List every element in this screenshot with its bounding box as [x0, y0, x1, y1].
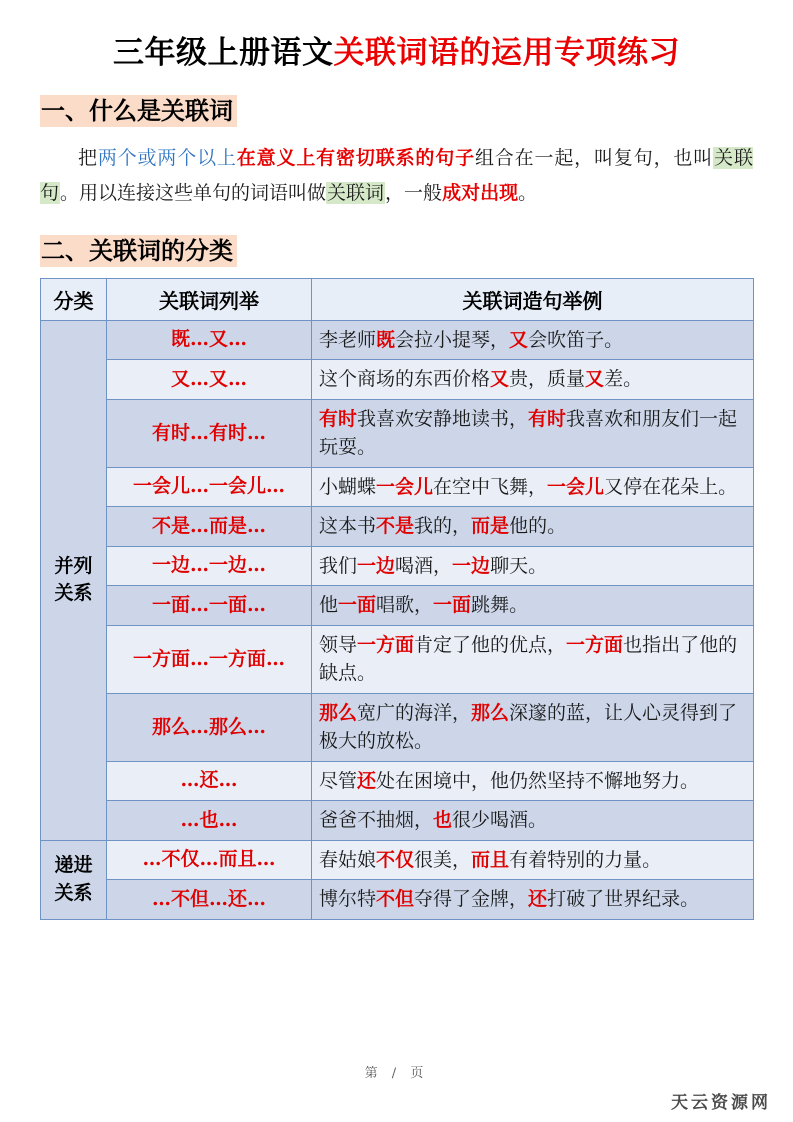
- par-seg-6: 。用以连接这些单句的词语叫做: [60, 182, 327, 205]
- example-keyword: 一会儿: [376, 475, 434, 498]
- conjunction-list-cell: 又…又…: [107, 360, 312, 400]
- example-sentence-cell: [312, 840, 754, 880]
- example-text: 春姑娘: [319, 848, 377, 871]
- table-row: [41, 880, 754, 920]
- table-row: [41, 840, 754, 880]
- example-text: 他的。: [509, 515, 567, 538]
- example-sentence-cell: [312, 320, 754, 360]
- example-keyword: 又: [585, 368, 605, 391]
- column-header-category: 分类: [41, 278, 107, 320]
- example-text: 会吹笛子。: [528, 328, 624, 351]
- example-text: 深邃的蓝，让人心灵得到了极大的放松。: [319, 701, 738, 753]
- column-header-conjunction-list: 关联词列举: [107, 278, 312, 320]
- definition-paragraph: [40, 141, 753, 211]
- table-row: [41, 761, 754, 801]
- example-keyword: 有时: [528, 407, 567, 430]
- example-text: 在空中飞舞，: [433, 475, 548, 498]
- par-seg-1: 把: [78, 147, 98, 170]
- conjunction-list-cell: 一面…一面…: [107, 586, 312, 626]
- example-sentence-cell: [312, 467, 754, 507]
- table-body: [41, 320, 754, 919]
- example-text: 聊天。: [490, 554, 548, 577]
- page-number-footer: 第 / 页: [364, 1066, 429, 1081]
- example-sentence-cell: [312, 546, 754, 586]
- conjunction-list-cell: …也…: [107, 801, 312, 841]
- example-text: 处在困境中，他仍然坚持不懈地努力。: [376, 769, 700, 792]
- table-row: [41, 507, 754, 547]
- page-title-black-part: 三年级上册语文: [113, 35, 334, 71]
- site-watermark: 天云资源网: [671, 1093, 771, 1113]
- example-keyword: 还: [528, 888, 548, 911]
- table-row: [41, 360, 754, 400]
- example-keyword: 不但: [376, 888, 415, 911]
- conjunction-list-cell: 一边…一边…: [107, 546, 312, 586]
- example-text: 跳舞。: [471, 594, 529, 617]
- example-text: 领导: [319, 633, 358, 656]
- example-keyword: 还: [357, 769, 377, 792]
- table-row: [41, 586, 754, 626]
- example-keyword: 不是: [376, 515, 415, 538]
- example-text: 我喜欢和朋友们一起玩耍。: [319, 407, 738, 459]
- example-keyword: 也: [433, 809, 453, 832]
- section-heading-1-label: 一、什么是关联词: [40, 95, 237, 127]
- table-row: [41, 467, 754, 507]
- example-keyword: 既: [376, 328, 396, 351]
- table-row: [41, 801, 754, 841]
- example-text: 肯定了他的优点，: [414, 633, 567, 656]
- example-sentence-cell: [312, 625, 754, 693]
- section-heading-2: [40, 235, 753, 267]
- example-sentence-cell: [312, 880, 754, 920]
- table-row: [41, 320, 754, 360]
- example-sentence-cell: [312, 507, 754, 547]
- example-text: 爸爸不抽烟，: [319, 809, 434, 832]
- table-row: [41, 546, 754, 586]
- conjunction-list-cell: 有时…有时…: [107, 399, 312, 467]
- example-keyword: 不仅: [376, 848, 415, 871]
- conjunction-list-cell: …不仅…而且…: [107, 840, 312, 880]
- example-sentence-cell: [312, 586, 754, 626]
- category-cell: 递进关系: [41, 840, 107, 919]
- section-heading-1: [40, 95, 753, 127]
- example-sentence-cell: [312, 761, 754, 801]
- example-sentence-cell: [312, 399, 754, 467]
- example-text: 打破了世界纪录。: [547, 888, 700, 911]
- example-text: 夺得了金牌，: [414, 888, 529, 911]
- example-text: 宽广的海洋，: [357, 701, 472, 724]
- example-text: 有着特别的力量。: [509, 848, 662, 871]
- example-keyword: 而且: [471, 848, 510, 871]
- page-title: [40, 0, 753, 73]
- table-row: [41, 399, 754, 467]
- example-keyword: 而是: [471, 515, 510, 538]
- example-keyword: 一边: [357, 554, 396, 577]
- par-seg-2-blue: 两个或两个以上: [97, 147, 237, 170]
- column-header-example-sentences: 关联词造句举例: [312, 278, 754, 320]
- conjunction-list-cell: 不是…而是…: [107, 507, 312, 547]
- example-text: 小蝴蝶: [319, 475, 377, 498]
- example-keyword: 一会儿: [547, 475, 605, 498]
- example-keyword: 那么: [471, 701, 510, 724]
- conjunction-list-cell: …还…: [107, 761, 312, 801]
- conjunction-classification-table: [40, 278, 754, 920]
- example-keyword: 又: [490, 368, 510, 391]
- par-seg-9-red: 成对出现: [442, 182, 519, 205]
- example-keyword: 那么: [319, 701, 358, 724]
- example-text: 我们: [319, 554, 358, 577]
- conjunction-list-cell: 既…又…: [107, 320, 312, 360]
- table-header-row: [41, 278, 754, 320]
- example-keyword: 一方面: [357, 633, 415, 656]
- example-sentence-cell: [312, 693, 754, 761]
- example-keyword: 一方面: [566, 633, 624, 656]
- example-text: 差。: [604, 368, 643, 391]
- par-seg-4: 组合在一起，叫复句，也叫: [474, 147, 714, 170]
- par-seg-3-red: 在意义上有密切联系的句子: [236, 147, 475, 170]
- example-keyword: 有时: [319, 407, 358, 430]
- example-text: 会拉小提琴，: [395, 328, 510, 351]
- example-keyword: 一面: [338, 594, 377, 617]
- example-text: 贵，质量: [509, 368, 586, 391]
- example-text: 这本书: [319, 515, 377, 538]
- table-row: [41, 625, 754, 693]
- example-text: 也指出了他的缺点。: [319, 633, 738, 685]
- example-text: 很少喝酒。: [452, 809, 548, 832]
- page-title-red-part: 关联词语的运用专项练习: [333, 35, 680, 71]
- example-text: 他: [319, 594, 339, 617]
- example-text: 喝酒，: [395, 554, 453, 577]
- example-text: 这个商场的东西价格: [319, 368, 491, 391]
- example-keyword: 一边: [452, 554, 491, 577]
- par-seg-7-highlight: 关联词: [327, 182, 385, 205]
- table-header: [41, 278, 754, 320]
- conjunction-list-cell: 那么…那么…: [107, 693, 312, 761]
- table-row: [41, 693, 754, 761]
- example-text: 博尔特: [319, 888, 377, 911]
- category-cell: 并列关系: [41, 320, 107, 840]
- conjunction-list-cell: 一会儿…一会儿…: [107, 467, 312, 507]
- section-heading-2-label: 二、关联词的分类: [40, 235, 237, 267]
- par-seg-5-highlight: 关联句: [40, 147, 753, 205]
- example-text: 尽管: [319, 769, 358, 792]
- example-sentence-cell: [312, 360, 754, 400]
- par-seg-8: ，一般: [385, 182, 443, 205]
- par-seg-10: 。: [518, 182, 538, 205]
- example-text: 我的，: [414, 515, 472, 538]
- example-text: 很美，: [414, 848, 472, 871]
- example-text: 我喜欢安静地读书，: [357, 407, 529, 430]
- example-text: 又停在花朵上。: [604, 475, 738, 498]
- example-text: 李老师: [319, 328, 377, 351]
- conjunction-list-cell: …不但…还…: [107, 880, 312, 920]
- conjunction-list-cell: 一方面…一方面…: [107, 625, 312, 693]
- example-text: 唱歌，: [376, 594, 434, 617]
- example-keyword: 又: [509, 328, 529, 351]
- example-sentence-cell: [312, 801, 754, 841]
- example-keyword: 一面: [433, 594, 472, 617]
